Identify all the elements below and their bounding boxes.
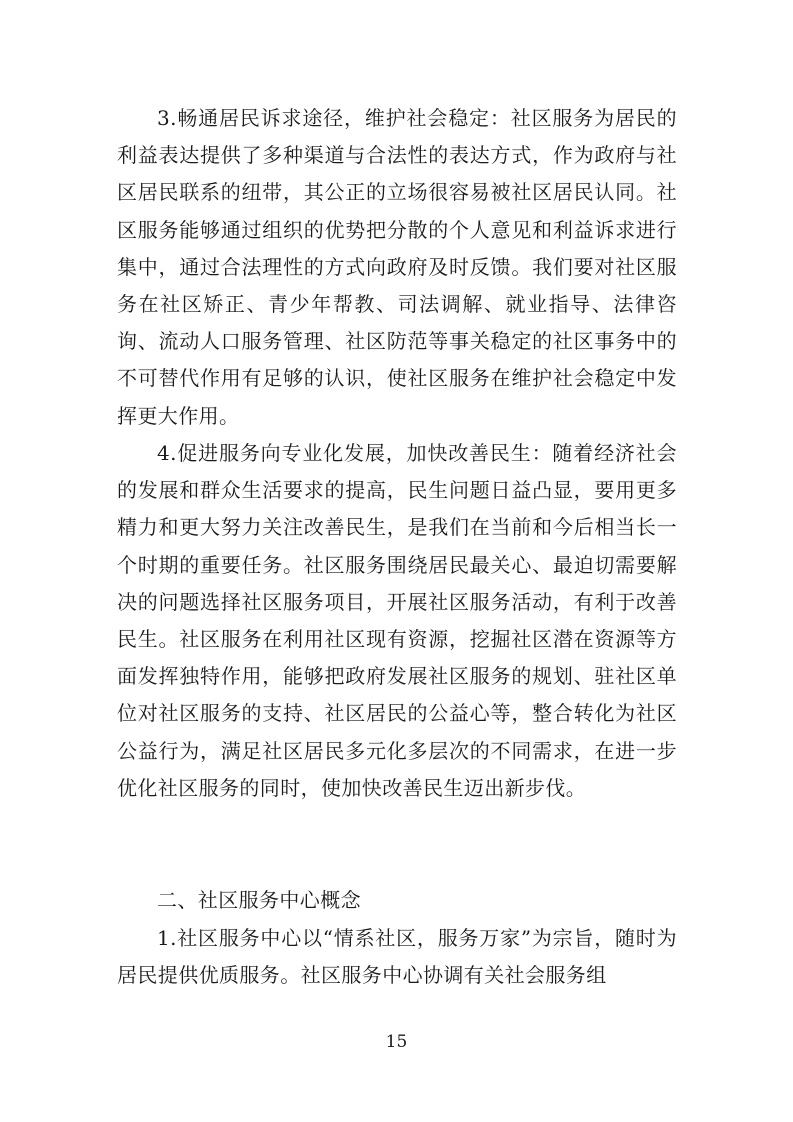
- paragraph-item-4: 4.促进服务向专业化发展，加快改善民生：随着经济社会的发展和群众生活要求的提高，民生问题日益凸显，要用更多精力和更大努力关注改善民生，是我们在当前和今后相当长一个时期的重要任务。社区服务围绕居民最关心、最迫切需要解决的问题选择社区服务项目，开展社区服务活动，有利于改善民生。社区服务在利用社区现有资源，挖掘社区潜在资源等方面发挥独特作用，能够把政府发展社区服务的规划、驻社区单位对社区服务的支持、社区居民的公益心等，整合转化为社区公益行为，满足社区居民多元化多层次的不同需求，在进一步优化社区服务的同时，使加快改善民生迈出新步伐。: [117, 441, 677, 800]
- paragraph-item-3: 3.畅通居民诉求途径，维护社会稳定：社区服务为居民的利益表达提供了多种渠道与合法性的表达方式，作为政府与社区居民联系的纽带，其公正的立场很容易被社区居民认同。社区服务能够通过组织的优势把分散的个人意见和利益诉求进行集中，通过合法理性的方式向政府及时反馈。我们要对社区服务在社区矫正、青少年帮教、司法调解、就业指导、法律咨询、流动人口服务管理、社区防范等事关稳定的社区事务中的不可替代作用有足够的认识，使社区服务在维护社会稳定中发挥更大作用。: [117, 106, 677, 428]
- paragraph-section-item-1: 1.社区服务中心以“情系社区，服务万家”为宗旨，随时为居民提供优质服务。社区服务中心协调有关社会服务组: [117, 926, 677, 988]
- page-number: 15: [385, 1032, 408, 1052]
- section-heading: 二、社区服务中心概念: [157, 888, 361, 912]
